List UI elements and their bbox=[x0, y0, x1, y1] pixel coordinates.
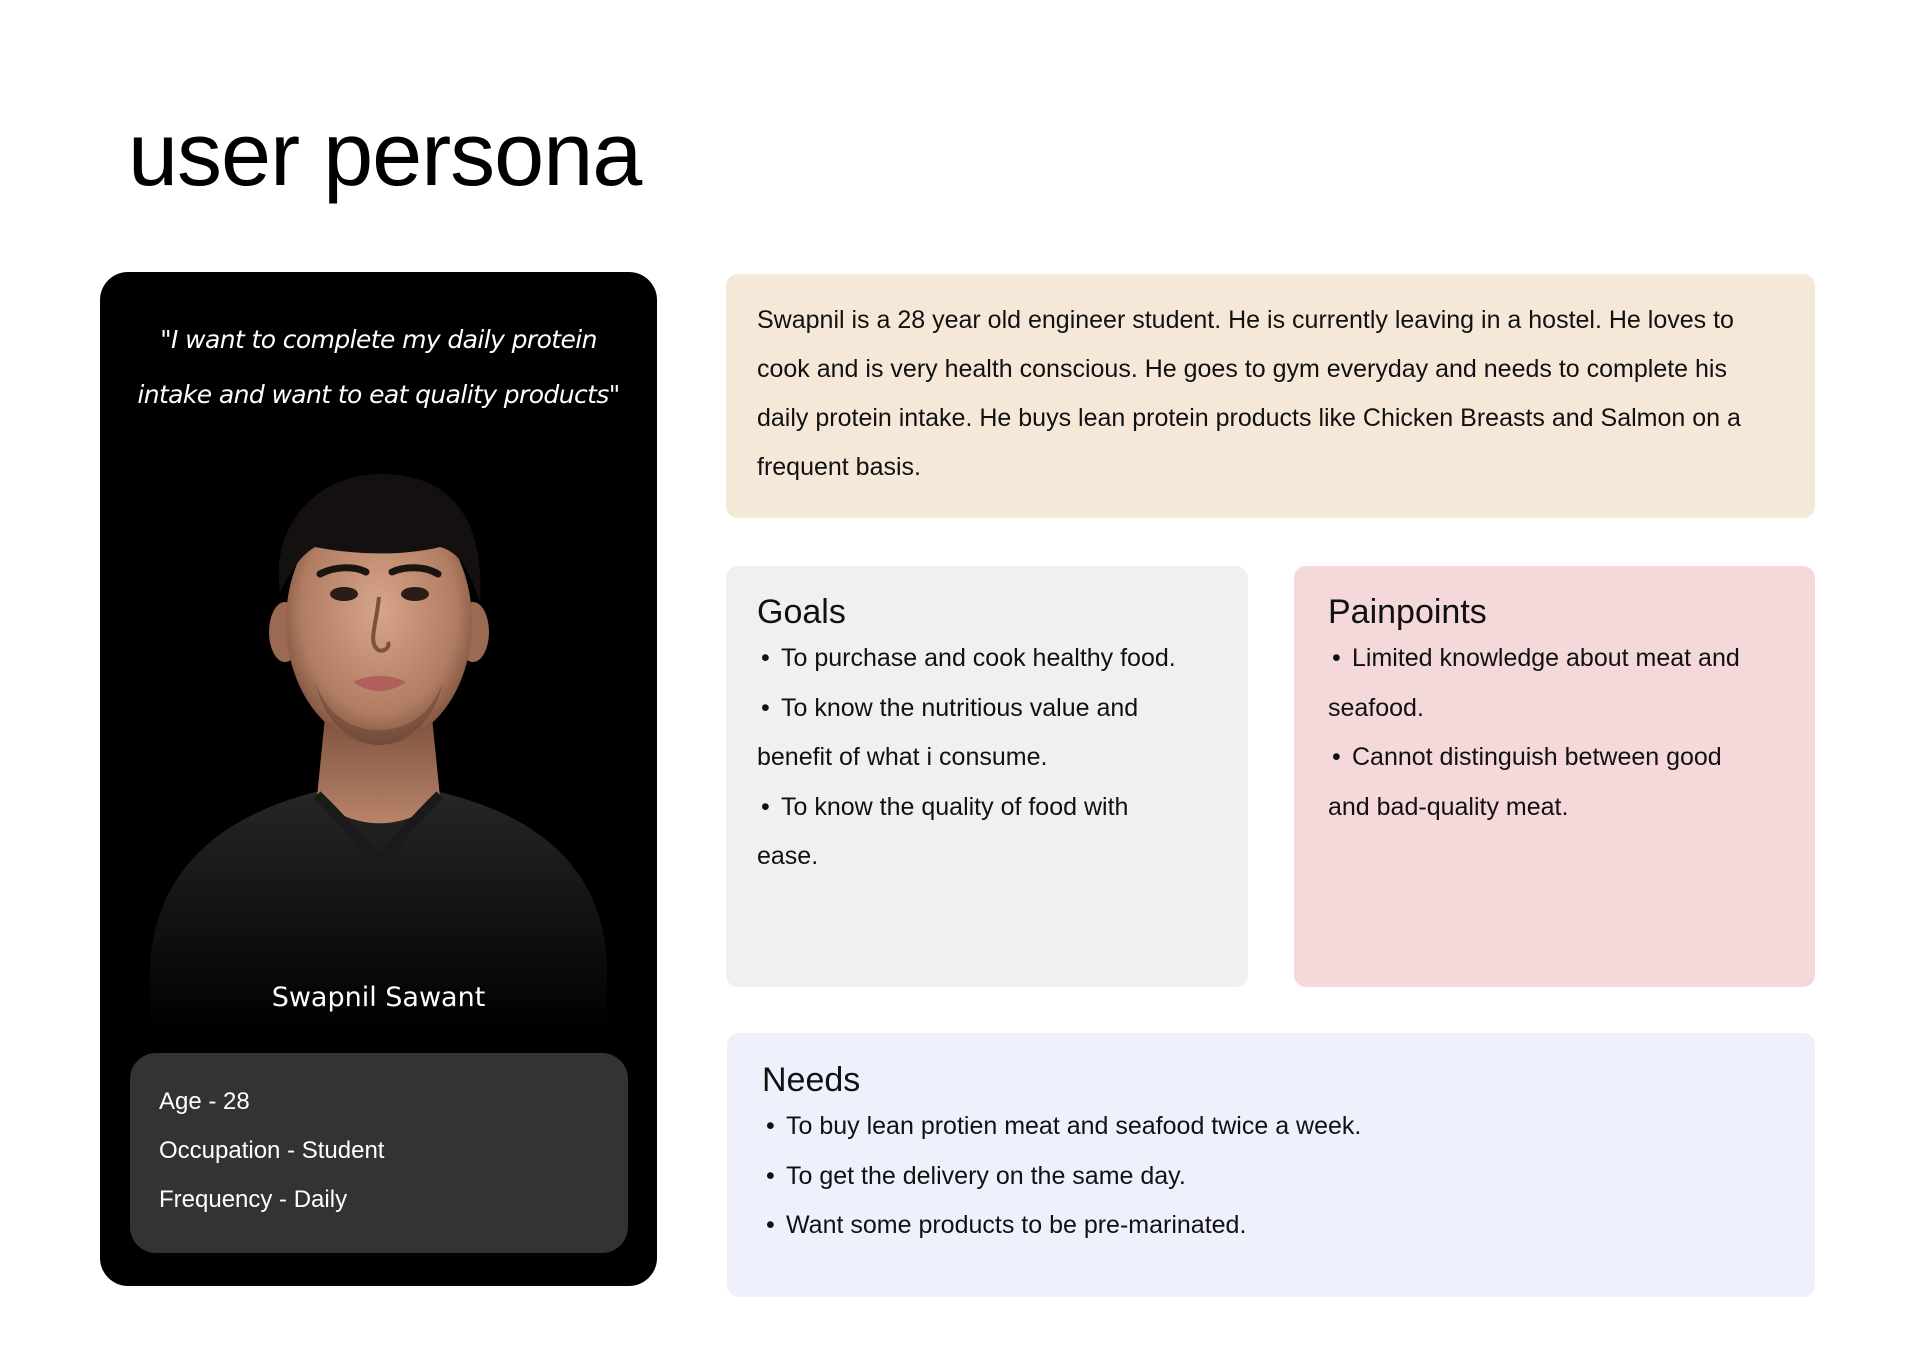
bullet-icon: • bbox=[761, 644, 770, 672]
painpoints-panel bbox=[1294, 566, 1815, 987]
persona-card bbox=[100, 272, 657, 1286]
bullet-icon: • bbox=[1332, 743, 1341, 771]
painpoint-text: Limited knowledge about meat and seafood. bbox=[1328, 644, 1740, 722]
need-text: To buy lean protien meat and seafood twice a week. bbox=[786, 1112, 1362, 1140]
list-item bbox=[762, 1102, 1785, 1152]
goal-text: To know the quality of food with ease. bbox=[757, 792, 1129, 870]
needs-list bbox=[762, 1102, 1785, 1251]
needs-heading: Needs bbox=[762, 1061, 861, 1099]
goal-text: To know the nutritious value and benefit of what i consume. bbox=[757, 693, 1139, 771]
persona-details bbox=[130, 1053, 628, 1253]
painpoints-list bbox=[1328, 634, 1758, 832]
bullet-icon: • bbox=[766, 1161, 775, 1190]
list-item bbox=[1328, 634, 1758, 733]
detail-occupation: Occupation - Student bbox=[159, 1137, 385, 1164]
need-text: To get the delivery on the same day. bbox=[786, 1161, 1186, 1190]
goal-text: To purchase and cook healthy food. bbox=[781, 644, 1176, 672]
persona-quote: "I want to complete my daily protein intake and want to eat quality products" bbox=[137, 325, 620, 409]
bullet-icon: • bbox=[1332, 644, 1341, 672]
detail-age: Age - 28 bbox=[159, 1088, 250, 1115]
bullet-icon: • bbox=[766, 1112, 775, 1140]
page-title: user persona bbox=[128, 105, 642, 205]
goals-heading: Goals bbox=[757, 593, 846, 631]
bullet-icon: • bbox=[761, 792, 770, 821]
bullet-icon: • bbox=[761, 693, 770, 722]
list-item bbox=[1328, 733, 1758, 832]
persona-photo bbox=[140, 462, 617, 1032]
goals-list bbox=[757, 634, 1187, 882]
need-text: Want some products to be pre-marinated. bbox=[786, 1211, 1247, 1239]
bio-panel bbox=[726, 274, 1815, 518]
list-item bbox=[757, 783, 1187, 882]
bio-text: Swapnil is a 28 year old engineer student. He is currently leaving in a hostel. He loves to cook and is very health conscious. He goes to gym everyday and needs to complete his daily protein intake. He buys lean protein products like Chicken Breasts and Salmon on a frequent basis. bbox=[757, 306, 1741, 481]
detail-frequency: Frequency - Daily bbox=[159, 1186, 348, 1213]
goals-panel bbox=[726, 566, 1248, 987]
painpoint-text: Cannot distinguish between good and bad-quality meat. bbox=[1328, 743, 1722, 821]
list-item bbox=[757, 634, 1187, 684]
bullet-icon: • bbox=[766, 1211, 775, 1239]
list-item bbox=[762, 1201, 1785, 1251]
painpoints-heading: Painpoints bbox=[1328, 593, 1487, 631]
list-item bbox=[762, 1152, 1785, 1202]
needs-panel bbox=[727, 1033, 1815, 1297]
list-item bbox=[757, 684, 1187, 783]
persona-name: Swapnil Sawant bbox=[271, 982, 486, 1013]
